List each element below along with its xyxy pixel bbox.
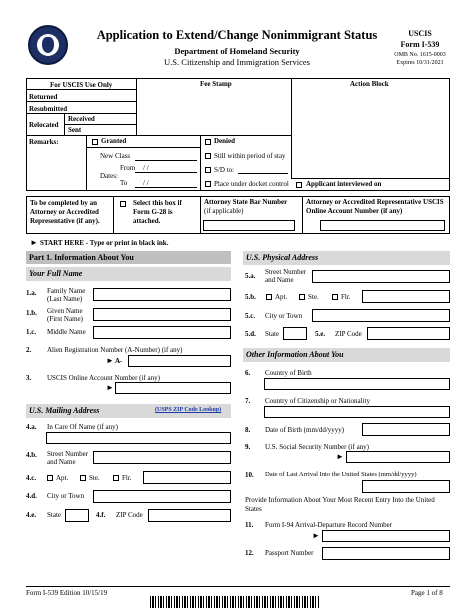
mailing-address-heading: U.S. Mailing Address xyxy=(26,404,231,418)
mail-flr-checkbox[interactable] xyxy=(113,475,119,481)
to-date: / / xyxy=(143,179,149,187)
start-here-arrow-icon: ► xyxy=(30,238,38,247)
phys-street-field[interactable] xyxy=(312,270,450,283)
phys-unit-field[interactable] xyxy=(362,290,450,303)
phys-ste-checkbox[interactable] xyxy=(299,294,305,300)
q12-number: 12. xyxy=(245,549,254,557)
g28-checkbox[interactable] xyxy=(120,201,126,207)
dob-label: Date of Birth (mm/dd/yyyy) xyxy=(265,426,345,434)
i94-arrow-icon: ► xyxy=(312,531,320,540)
attorney-completed-by: To be completed by an Attorney or Accredited Representative (if any). xyxy=(30,199,100,225)
q4f-number: 4.f. xyxy=(96,511,106,519)
resubmitted-label: Resubmitted xyxy=(29,105,68,113)
from-label: From xyxy=(120,164,136,172)
citizenship-field[interactable] xyxy=(264,406,450,418)
last-arrival-label: Date of Last Arrival Into the United States (mm/dd/yyyy) xyxy=(265,471,417,478)
denied-checkbox[interactable] xyxy=(205,139,211,145)
mail-unit-field[interactable] xyxy=(143,471,231,484)
q3-number: 3. xyxy=(26,374,32,382)
mail-zip-field[interactable] xyxy=(148,509,231,522)
q6-number: 6. xyxy=(245,369,251,377)
sd-to-checkbox[interactable] xyxy=(205,167,211,173)
birth-country-field[interactable] xyxy=(264,378,450,390)
interviewed-checkbox[interactable] xyxy=(296,182,302,188)
to-label: To xyxy=(120,179,128,187)
q4d-number: 4.d. xyxy=(26,492,37,500)
mail-street-field[interactable] xyxy=(93,451,231,464)
ssn-label: U.S. Social Security Number (if any) xyxy=(265,443,370,451)
docket-checkbox[interactable] xyxy=(205,181,211,187)
care-of-label: In Care Of Name (if any) xyxy=(47,423,118,431)
phys-street-label: Street Number and Name xyxy=(265,268,307,284)
other-info-heading: Other Information About You xyxy=(243,348,450,362)
your-name-heading: Your Full Name xyxy=(26,267,231,281)
sd-to-label: S/D to: xyxy=(214,166,235,174)
q1a-number: 1.a. xyxy=(26,289,37,297)
mail-apt-label: Apt. xyxy=(56,474,69,482)
birth-country-label: Country of Birth xyxy=(265,369,312,377)
fee-stamp-label: Fee Stamp xyxy=(200,80,232,88)
phys-ste-label: Ste. xyxy=(308,293,319,301)
given-name-field[interactable] xyxy=(93,308,231,321)
q5e-number: 5.e. xyxy=(315,330,326,338)
footer-page-number: Page 1 of 8 xyxy=(411,589,443,597)
q11-number: 11. xyxy=(245,521,254,529)
phys-flr-checkbox[interactable] xyxy=(332,294,338,300)
mail-apt-checkbox[interactable] xyxy=(47,475,53,481)
bar-number-label: Attorney State Bar Number xyxy=(204,198,288,206)
received-label: Received xyxy=(68,115,95,123)
g28-label: Select this box if Form G-28 is attached. xyxy=(133,199,182,225)
omb-number: OMB No. 1615-0003 xyxy=(394,52,446,58)
phys-city-field[interactable] xyxy=(312,309,450,322)
form-number: Form I-539 xyxy=(400,40,440,49)
middle-name-field[interactable] xyxy=(93,326,231,339)
i94-label: Form I-94 Arrival-Departure Record Number xyxy=(265,521,393,529)
q4e-number: 4.e. xyxy=(26,511,37,519)
granted-label: Granted xyxy=(101,137,127,145)
online-acct-field[interactable] xyxy=(115,382,231,394)
passport-field[interactable] xyxy=(322,547,450,560)
action-block-label: Action Block xyxy=(350,80,389,88)
mail-street-label: Street Number and Name xyxy=(47,450,89,466)
still-within-label: Still within period of stay xyxy=(214,152,286,160)
mail-state-select[interactable] xyxy=(65,509,89,522)
dob-field[interactable] xyxy=(362,423,450,436)
anum-field[interactable] xyxy=(128,355,231,367)
phys-zip-label: ZIP Code xyxy=(335,330,362,338)
mail-zip-label: ZIP Code xyxy=(116,511,143,519)
new-class-label: New Class xyxy=(100,152,131,160)
citizenship-label: Country of Citizenship or Nationality xyxy=(265,397,370,405)
q4c-number: 4.c. xyxy=(26,474,37,482)
attorney-uscis-acct-label: Attorney or Accredited Representative USCIS Online Account Number (if any) xyxy=(306,198,444,215)
q5c-number: 5.c. xyxy=(245,312,256,320)
from-date: / / xyxy=(143,164,149,172)
interviewed-label: Applicant interviewed on xyxy=(306,180,382,188)
q7-number: 7. xyxy=(245,397,251,405)
q8-number: 8. xyxy=(245,426,251,434)
denied-label: Denied xyxy=(214,137,235,145)
mail-city-field[interactable] xyxy=(93,490,231,503)
physical-address-heading: U.S. Physical Address xyxy=(243,251,450,265)
bar-number-field[interactable] xyxy=(203,220,295,231)
start-here-text: START HERE - Type or print in black ink. xyxy=(40,239,169,247)
family-name-label: Family Name (Last Name) xyxy=(47,287,86,303)
mail-ste-checkbox[interactable] xyxy=(80,475,86,481)
remarks-label: Remarks: xyxy=(29,138,59,146)
anum-arrow-icon: ► xyxy=(106,356,114,365)
phys-state-label: State xyxy=(265,330,279,338)
dates-label: Dates: xyxy=(100,172,118,180)
ssn-field[interactable] xyxy=(346,451,450,463)
phys-city-label: City or Town xyxy=(265,312,303,320)
form-agency: USCIS xyxy=(408,29,432,38)
mail-ste-label: Ste. xyxy=(89,474,100,482)
last-arrival-field[interactable] xyxy=(362,480,450,493)
entry-info-text: Provide Information About Your Most Recent Entry Into the United States xyxy=(245,496,435,513)
given-name-label: Given Name (First Name) xyxy=(47,307,83,323)
still-within-checkbox[interactable] xyxy=(205,153,211,159)
q4b-number: 4.b. xyxy=(26,451,37,459)
phys-zip-field[interactable] xyxy=(367,327,450,340)
q1c-number: 1.c. xyxy=(26,328,37,336)
online-acct-arrow-icon: ► xyxy=(106,383,114,392)
phys-apt-label: Apt. xyxy=(275,293,288,301)
family-name-field[interactable] xyxy=(93,288,231,301)
online-acct-label: USCIS Online Account Number (if any) xyxy=(47,374,160,382)
attorney-uscis-acct-field[interactable] xyxy=(320,220,445,231)
q5a-number: 5.a. xyxy=(245,272,256,280)
q1b-number: 1.b. xyxy=(26,309,37,317)
middle-name-label: Middle Name xyxy=(47,328,86,336)
part1-heading: Part 1. Information About You xyxy=(26,251,231,264)
returned-label: Returned xyxy=(29,93,58,101)
expiration-date: Expires 10/31/2021 xyxy=(396,60,444,66)
bar-number-sub: (if applicable) xyxy=(204,207,244,215)
passport-label: Passport Number xyxy=(265,549,314,557)
barcode xyxy=(150,596,320,608)
anum-prefix: A- xyxy=(115,357,123,365)
ssn-arrow-icon: ► xyxy=(336,452,344,461)
form-title: Application to Extend/Change Nonimmigrant Status xyxy=(96,28,378,42)
uscis-use-only: For USCIS Use Only xyxy=(50,81,113,89)
phys-flr-label: Flr. xyxy=(341,293,351,301)
mail-state-label: State xyxy=(47,511,61,519)
anum-label: Alien Registration Number (A-Number) (if any) xyxy=(47,346,183,354)
mail-city-label: City or Town xyxy=(47,492,85,500)
mail-flr-label: Flr. xyxy=(122,474,132,482)
agency-name: U.S. Citizenship and Immigration Services xyxy=(164,57,310,67)
q9-number: 9. xyxy=(245,443,251,451)
footer-form-edition: Form I-539 Edition 10/15/19 xyxy=(26,589,108,597)
zip-lookup-link[interactable]: (USPS ZIP Code Lookup) xyxy=(155,407,222,413)
q5d-number: 5.d. xyxy=(245,330,256,338)
phys-apt-checkbox[interactable] xyxy=(266,294,272,300)
sent-label: Sent xyxy=(68,126,82,134)
phys-state-select[interactable] xyxy=(283,327,307,340)
department-name: Department of Homeland Security xyxy=(174,46,300,56)
relocated-label: Relocated xyxy=(29,121,59,129)
care-of-field[interactable] xyxy=(46,432,231,444)
q4a-number: 4.a. xyxy=(26,423,37,431)
i94-field[interactable] xyxy=(322,530,450,542)
q2-number: 2. xyxy=(26,346,32,354)
q10-number: 10. xyxy=(245,471,254,479)
q5b-number: 5.b. xyxy=(245,293,256,301)
docket-label: Place under docket control xyxy=(214,180,289,188)
granted-checkbox[interactable] xyxy=(92,139,98,145)
